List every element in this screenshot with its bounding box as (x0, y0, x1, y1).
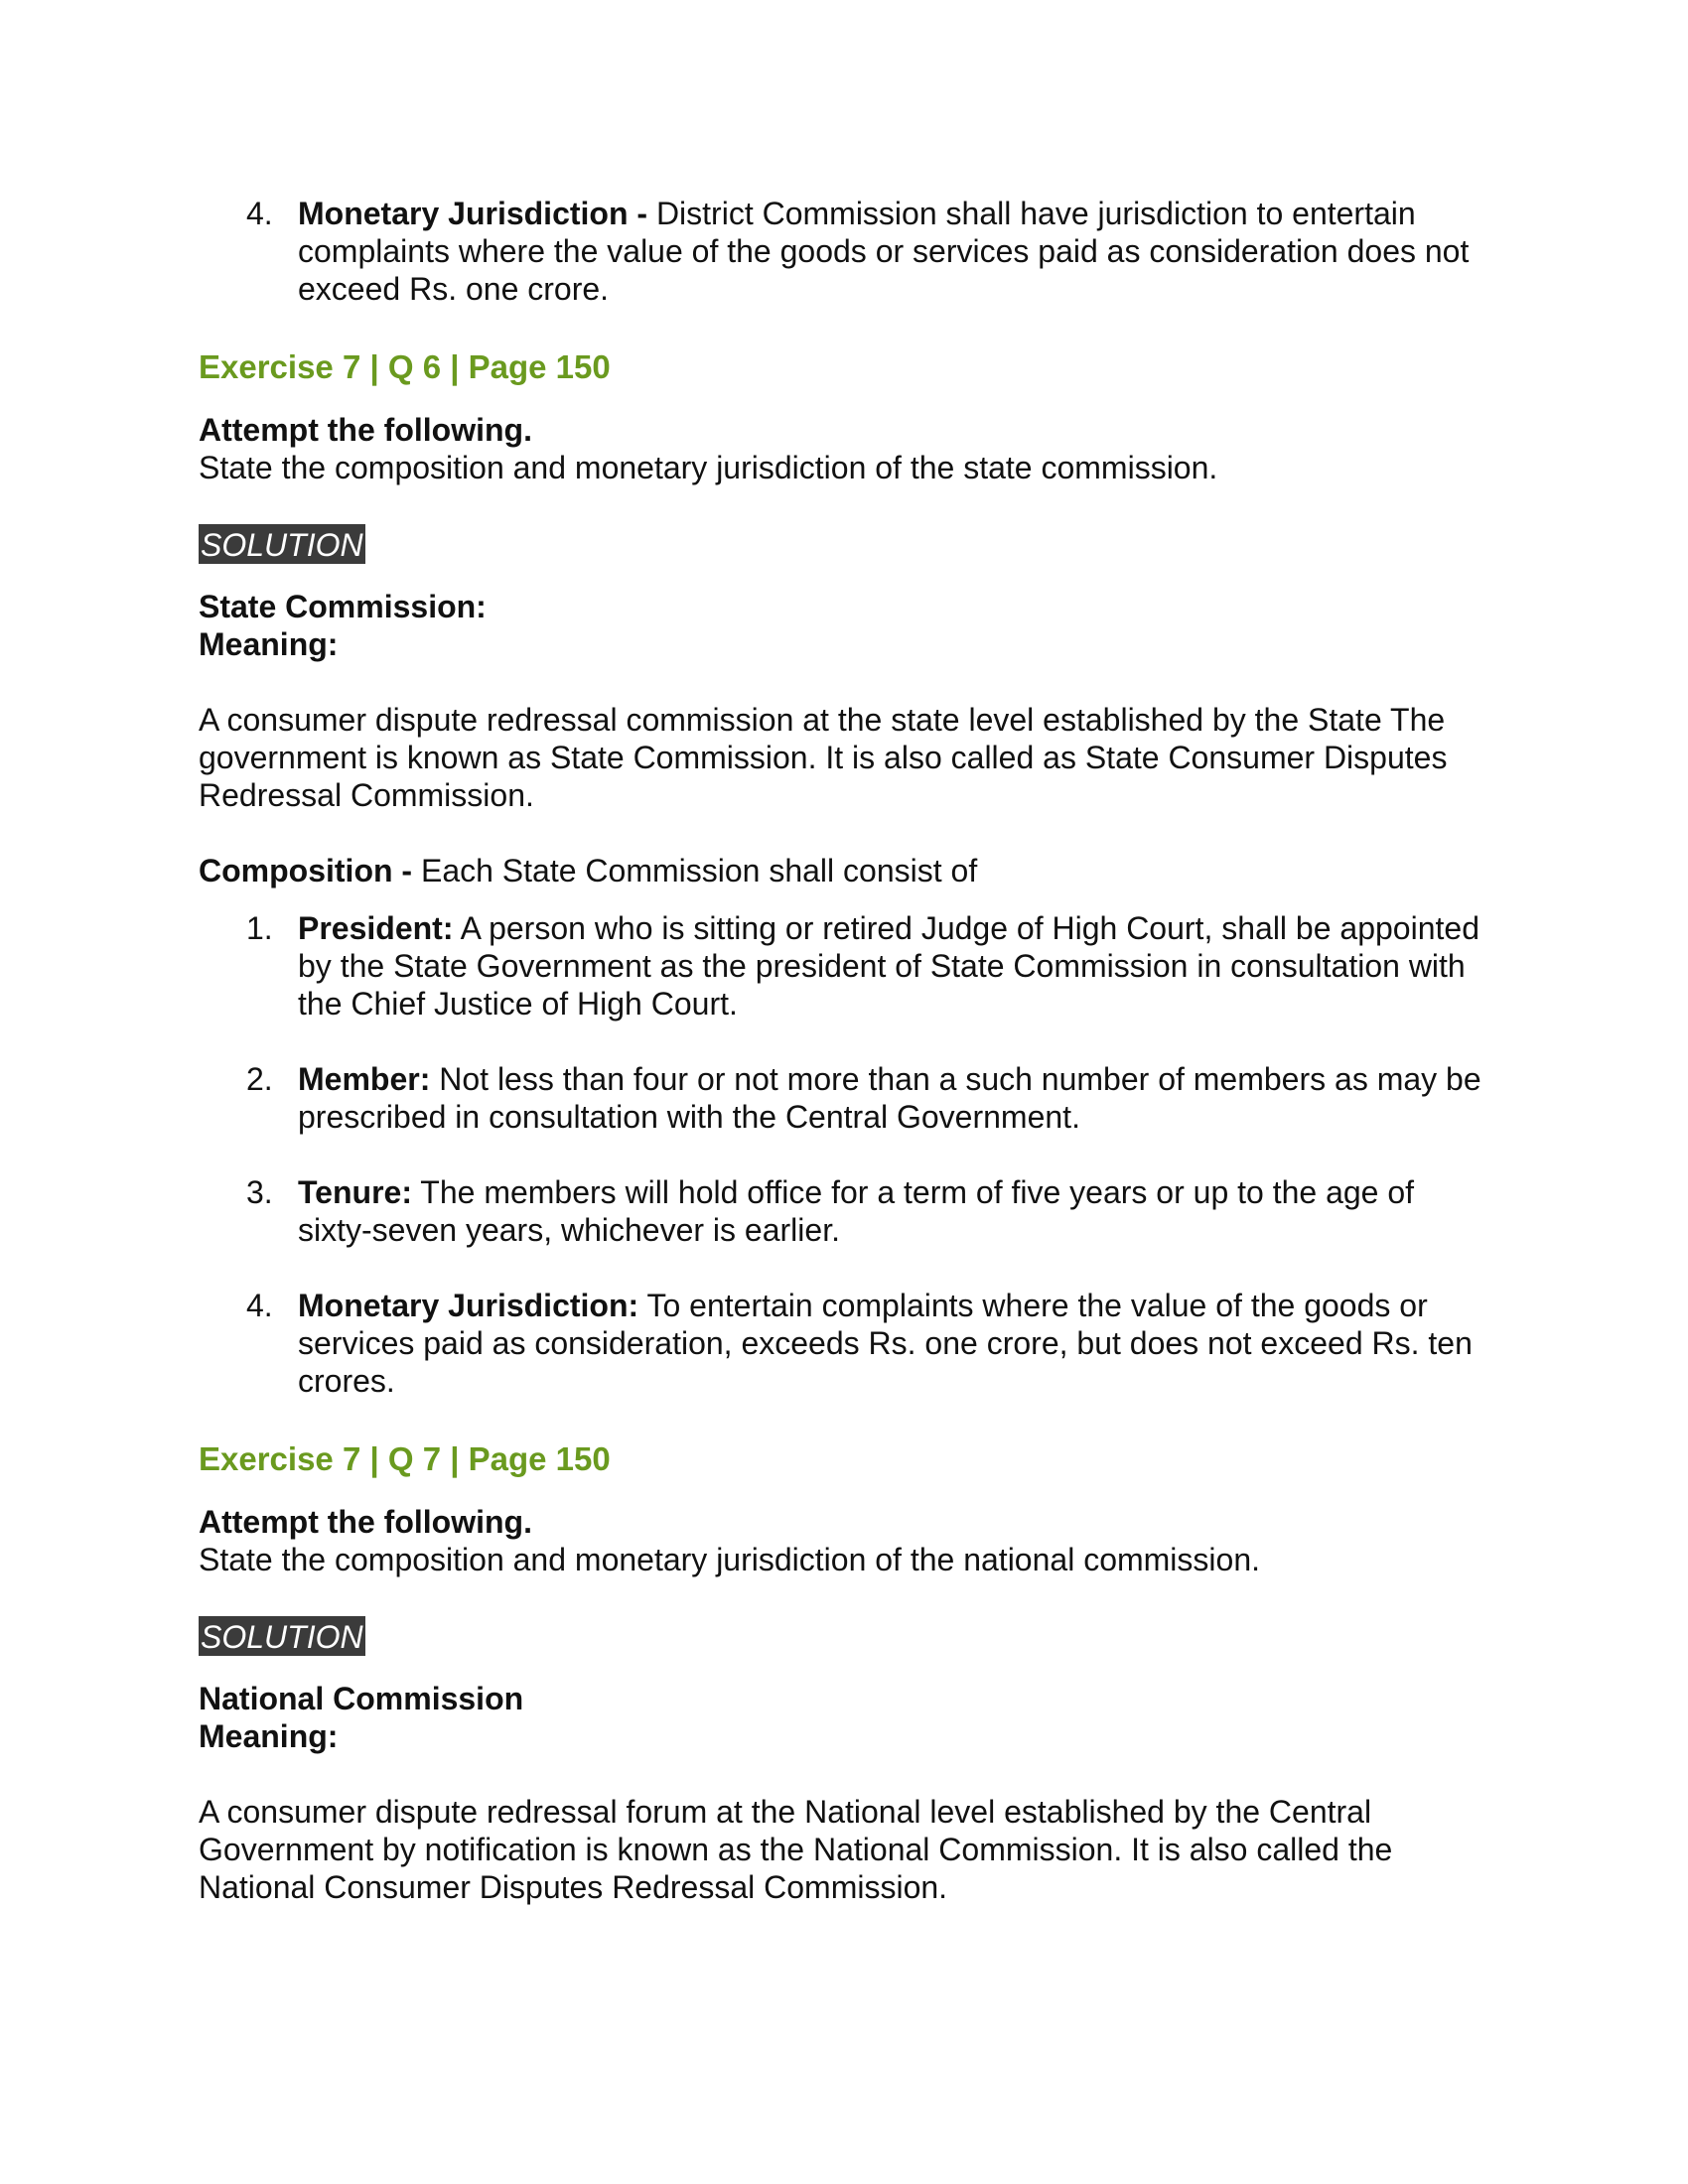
solution-label-q7: SOLUTION (199, 1616, 365, 1656)
list-item-text: District Commission shall have jurisdiction to entertain complaints where the value of the goods or services paid as consideration does not exceed Rs. one crore. (298, 196, 1470, 307)
list-number: 2. (246, 1061, 273, 1097)
list-item (199, 1287, 1489, 1400)
list-item-title: Monetary Jurisdiction - (298, 196, 648, 231)
list-item-text: Not less than four or not more than a such number of members as may be prescribed in consultation with the Central Government. (298, 1061, 1481, 1135)
page-content (199, 195, 1489, 1906)
question-prompt-q6: Attempt the following. (199, 412, 532, 448)
list-item-text: A person who is sitting or retired Judge of High Court, shall be appointed by the State Government as the president of State Commission in consultation with the Chief Justice of High Court. (298, 910, 1479, 1022)
composition-text: Each State Commission shall consist of (420, 853, 978, 888)
composition-label: Composition - (199, 853, 413, 888)
exercise-heading-q7: Exercise 7 | Q 7 | Page 150 (199, 1440, 611, 1477)
list-item-title: President: (298, 910, 454, 946)
list-item-title: Monetary Jurisdiction: (298, 1288, 639, 1323)
composition-line (199, 852, 1489, 889)
meaning-label-q7: Meaning: (199, 1718, 339, 1754)
question-text-q6: State the composition and monetary jurisdiction of the state commission. (199, 450, 1218, 485)
question-prompt-q7: Attempt the following. (199, 1504, 532, 1540)
list-item (199, 195, 1489, 308)
state-commission-list (199, 909, 1489, 1400)
list-item-title: Member: (298, 1061, 431, 1097)
list-number: 3. (246, 1174, 273, 1210)
list-item-title: Tenure: (298, 1174, 412, 1210)
list-item-text: The members will hold office for a term of five years or up to the age of sixty-seven years, whichever is earlier. (298, 1174, 1415, 1248)
exercise-heading-q6: Exercise 7 | Q 6 | Page 150 (199, 348, 611, 385)
solution-label-q6: SOLUTION (199, 524, 365, 564)
list-item (199, 1060, 1489, 1136)
meaning-text-q6: A consumer dispute redressal commission at the state level established by the State The government is known as State Commission. It is also called as State Consumer Disputes Redressal Commission. (199, 702, 1448, 813)
meaning-text-q7: A consumer dispute redressal forum at the National level established by the Central Government by notification is known as the National Commission. It is also called the National Consumer Disputes Redressal Commission. (199, 1794, 1393, 1905)
question-text-q7: State the composition and monetary jurisdiction of the national commission. (199, 1542, 1260, 1577)
district-commission-list (199, 195, 1489, 308)
list-item-text: To entertain complaints where the value of the goods or services paid as consideration, exceeds Rs. one crore, but does not exceed Rs. ten crores. (298, 1288, 1473, 1399)
list-item (199, 909, 1489, 1023)
list-item (199, 1173, 1489, 1249)
list-number: 4. (246, 196, 273, 231)
section-title-state-commission: State Commission: (199, 589, 487, 624)
meaning-label-q6: Meaning: (199, 626, 339, 662)
list-number: 4. (246, 1288, 273, 1323)
section-title-national-commission: National Commission (199, 1681, 524, 1716)
list-number: 1. (246, 910, 273, 946)
